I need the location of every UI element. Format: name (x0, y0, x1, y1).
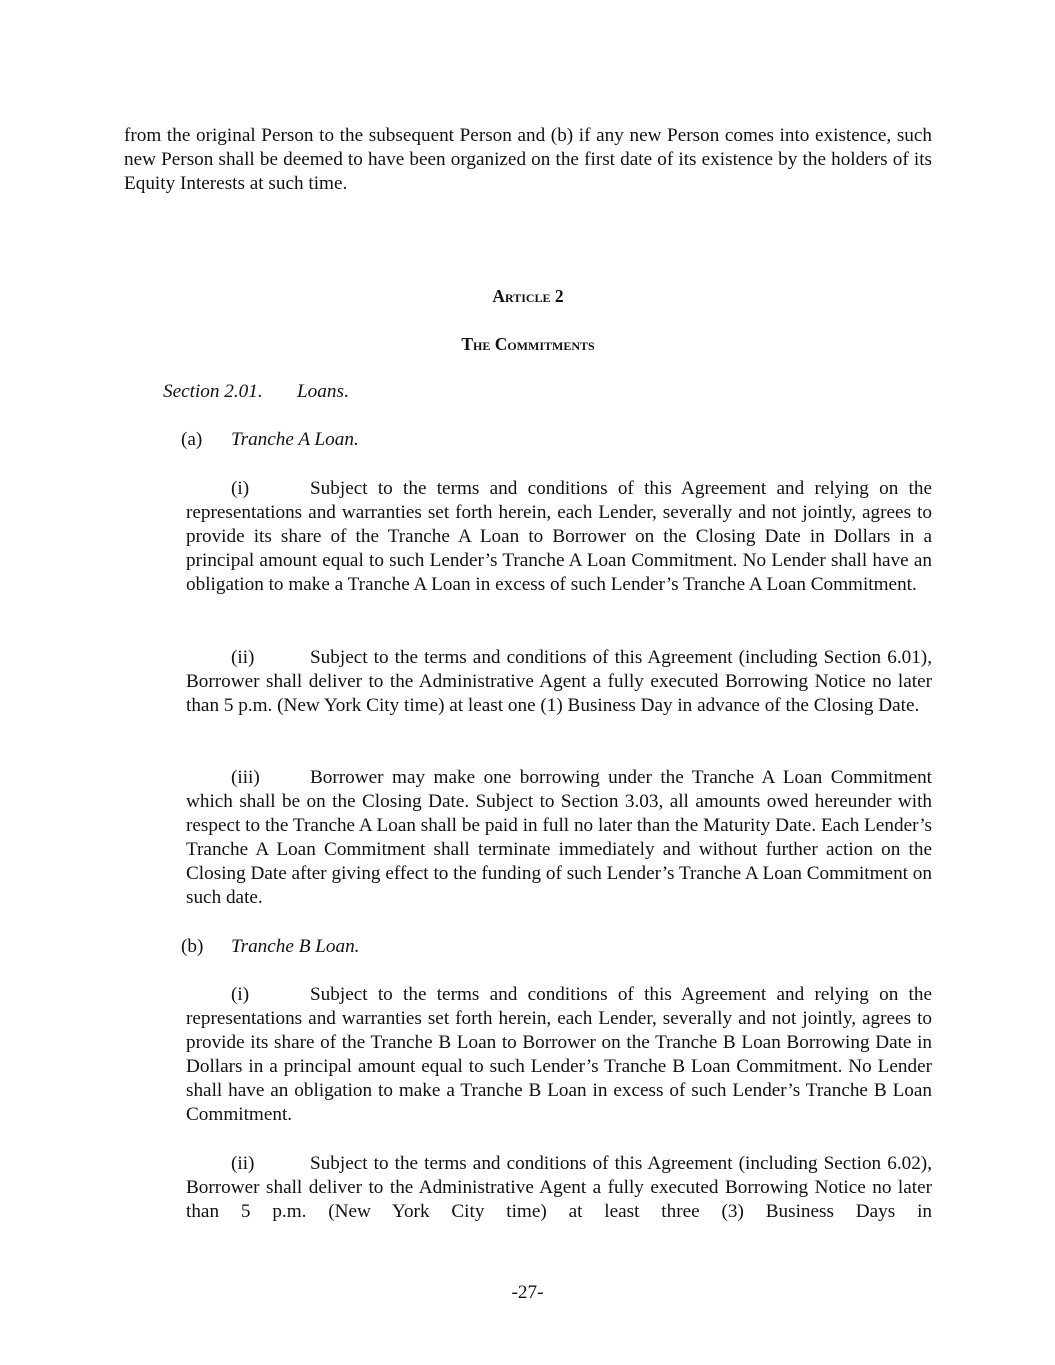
clause-b-ii (186, 1152, 932, 1224)
clause-text: Borrower may make one borrowing under the Tranche A Loan Commitment which shall be on the Closing Date. Subject to Section 3.03, all amounts owed hereunder with respect to the Tranche A Loan shall be paid in full no later than the Maturity Date. Each Lender’s Tranche A Loan Commitment shall terminate immediately and without further action on the Closing Date after giving effect to the funding of such Lender’s Tranche A Loan Commitment on such date. (186, 767, 932, 908)
page-number: -27- (511, 1282, 544, 1303)
subsection-heading-a (181, 428, 359, 452)
clause-text: Subject to the terms and conditions of this Agreement and relying on the representations and warranties set forth herein, each Lender, severally and not jointly, agrees to provide its share of the Tranche B Loan to Borrower on the Tranche B Loan Borrowing Date in Dollars in a principal amount equal to such Lender’s Tranche B Loan Commitment. No Lender shall have an obligation to make a Tranche B Loan in excess of such Lender’s Tranche B Loan Commitment. (186, 984, 932, 1125)
article-subtitle: The Commitments (461, 334, 595, 354)
clause-number: (ii) (231, 1153, 255, 1174)
clause-a-ii (186, 646, 932, 718)
continuation-paragraph: from the original Person to the subsequent Person and (b) if any new Person comes into existence, such new Person shall be deemed to have been organized on the first date of its existence by the holders of its Equity Interests at such time. (124, 125, 932, 194)
subsection-label: (b) (181, 936, 204, 957)
clause-a-i (186, 477, 932, 597)
section-heading (163, 380, 349, 404)
section-title: Loans (297, 381, 344, 402)
section-title-punct: . (343, 381, 349, 402)
subsection-label: (a) (181, 429, 203, 450)
subsection-title: Tranche A Loan. (231, 429, 359, 450)
clause-number: (iii) (231, 767, 260, 788)
section-number: Section 2.01. (163, 381, 263, 402)
article-title: Article 2 (492, 286, 564, 306)
subsection-title: Tranche B Loan. (231, 936, 360, 957)
clause-number: (i) (231, 478, 250, 499)
clause-number: (i) (231, 984, 250, 1005)
clause-b-i (186, 983, 932, 1127)
clause-text: Subject to the terms and conditions of this Agreement (including Section 6.02), Borrower shall deliver to the Administrative Agent a fully executed Borrowing Notice no later than 5 p.m. (New York City time) at least three (3) Business Days in (186, 1153, 932, 1222)
clause-a-iii (186, 766, 932, 910)
clause-text: Subject to the terms and conditions of this Agreement and relying on the representations and warranties set forth herein, each Lender, severally and not jointly, agrees to provide its share of the Tranche A Loan to Borrower on the Closing Date in Dollars in a principal amount equal to such Lender’s Tranche A Loan Commitment. No Lender shall have an obligation to make a Tranche A Loan in excess of such Lender’s Tranche A Loan Commitment. (186, 478, 932, 595)
clause-number: (ii) (231, 647, 255, 668)
subsection-heading-b (181, 935, 359, 959)
clause-text: Subject to the terms and conditions of this Agreement (including Section 6.01), Borrower shall deliver to the Administrative Agent a fully executed Borrowing Notice no later than 5 p.m. (New York City time) at least one (1) Business Day in advance of the Closing Date. (186, 647, 932, 716)
